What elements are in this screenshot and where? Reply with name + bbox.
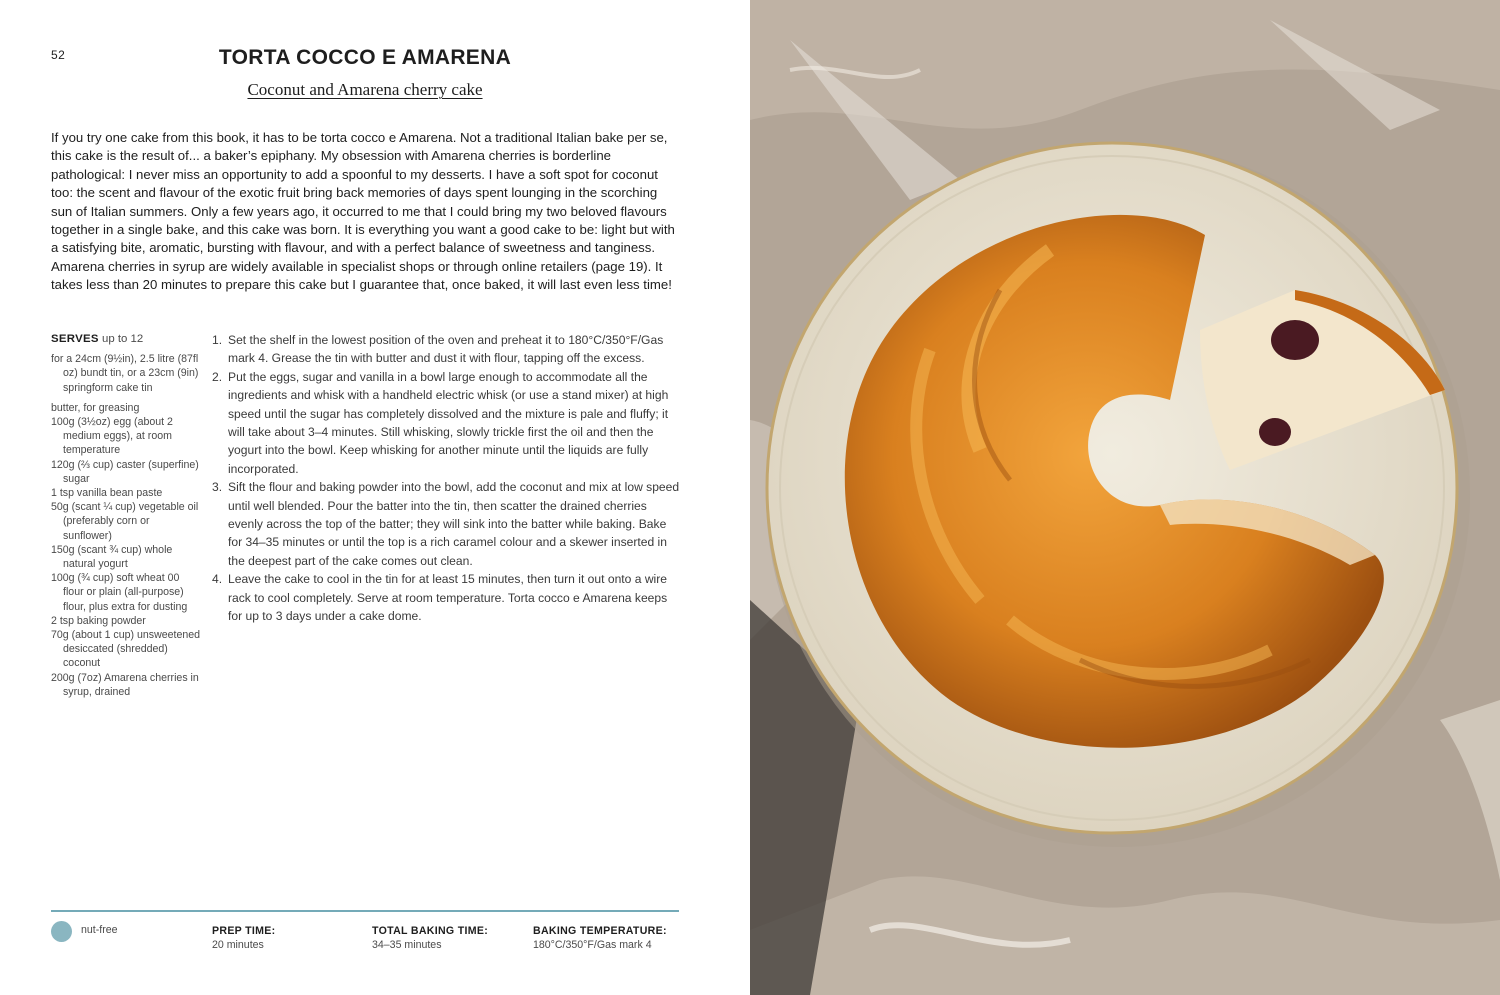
cake-photo-illustration xyxy=(750,0,1500,995)
ingredient-item: 120g (⅔ cup) caster (superfine) sugar xyxy=(51,458,199,485)
cherry xyxy=(1271,320,1319,360)
nut-free-dot-icon xyxy=(51,921,72,942)
prep-time xyxy=(212,924,275,952)
cherry xyxy=(1259,418,1291,446)
ingredient-item: 200g (7oz) Amarena cherries in syrup, drained xyxy=(51,671,199,698)
ingredient-item: 150g (scant ¾ cup) whole natural yogurt xyxy=(51,543,173,571)
ingredient-item: 1 tsp vanilla bean paste xyxy=(51,487,163,500)
recipe-subtitle xyxy=(0,80,730,100)
serves-label: SERVES xyxy=(51,333,99,345)
baking-temperature xyxy=(533,924,667,952)
ingredients-column xyxy=(51,332,201,705)
step-text: Leave the cake to cool in the tin for at least 15 minutes, then turn it out onto a wire rack to cool completely. Serve at room temperature. Torta cocco e Amarena keeps for up to 3 days under a cake dome. xyxy=(228,572,668,624)
recipe-title: TORTA COCCO E AMARENA xyxy=(218,46,512,69)
step-number: 2. xyxy=(212,369,223,384)
ingredient-list xyxy=(51,401,201,699)
recipe-intro: If you try one cake from this book, it has to be torta cocco e Amarena. Not a traditional Italian bake per se, this cake is the result of... a baker’s epiphany. My obsession with Amarena cherries is borderline pathological: I never miss an opportunity to add a spoonful to my desserts. I have a soft spot for coconut too: the scent and flavour of the exotic fruit bring back memories of days spent lounging in the scorching sun of Italian summers. Only a few years ago, it occurred to me that I could bring my two beloved flavours together in a single bake, and this cake was born. It is everything you want a good cake to be: light but with a satisfying bite, aromatic, bursting with flavour, and with a perfect balance of sweetness and tanginess. Amarena cherries in syrup are widely available in specialist shops or through online retailers (page 19). It takes less than 20 minutes to prepare this cake but I guarantee that, once baked, it will last even less time! xyxy=(51,130,675,293)
method-step xyxy=(212,570,682,625)
ingredient-item: 50g (scant ¼ cup) vegetable oil (preferably corn or sunflower) xyxy=(51,501,199,542)
ingredient-item: butter, for greasing xyxy=(51,401,140,414)
step-text: Sift the flour and baking powder into the bowl, add the coconut and mix at low speed until well blended. Pour the batter into the tin, then scatter the drained cherries evenly across the top of the batter; they will sink into the batter while baking. Bake for 34–35 minutes or until the top is a rich caramel colour and a skewer inserted in the deepest part of the cake comes out clean. xyxy=(228,480,680,568)
step-number: 3. xyxy=(212,480,223,495)
ingredient-item: 70g (about 1 cup) unsweetened desiccated (shredded) coconut xyxy=(51,629,201,670)
step-text: Set the shelf in the lowest position of the oven and preheat it to 180°C/350°F/Gas mark 4. Grease the tin with butter and dust it with flour, tapping off the excess. xyxy=(228,333,664,366)
ingredient-item: 100g (¾ cup) soft wheat 00 flour or plain (all-purpose) flour, plus extra for dusting xyxy=(51,572,188,613)
baking-temperature-label: BAKING TEMPERATURE: xyxy=(533,925,667,937)
method-step xyxy=(212,478,682,570)
prep-time-label: PREP TIME: xyxy=(212,925,276,937)
method-steps xyxy=(212,331,682,626)
step-number: 4. xyxy=(212,572,223,587)
method-step xyxy=(212,368,682,478)
serves-value: up to 12 xyxy=(101,333,144,345)
baking-temperature-value: 180°C/350°F/Gas mark 4 xyxy=(533,939,652,951)
step-number: 1. xyxy=(212,333,223,347)
nut-free-label: nut-free xyxy=(81,924,118,936)
ingredient-item: 2 tsp baking powder xyxy=(51,614,146,627)
cake-photo xyxy=(750,0,1500,995)
serves-line xyxy=(51,332,201,346)
baking-time xyxy=(372,924,488,952)
equipment-item: for a 24cm (9½in), 2.5 litre (87fl oz) bundt tin, or a 23cm (9in) springform cake tin xyxy=(51,353,199,394)
footer-divider xyxy=(51,910,679,912)
page-number: 52 xyxy=(51,48,66,62)
recipe-subtitle-text: Coconut and Amarena cherry cake xyxy=(247,80,483,99)
ingredient-item: 100g (3½oz) egg (about 2 medium eggs), at room temperature xyxy=(51,416,173,457)
prep-time-value: 20 minutes xyxy=(212,939,264,951)
method-step xyxy=(212,331,682,368)
step-text: Put the eggs, sugar and vanilla in a bowl large enough to accommodate all the ingredients and whisk with a handheld electric whisk (or use a stand mixer) at high speed until the sugar has completely dissolved and the mixture is pale and fluffy; it will take about 3–4 minutes. Still whisking, slowly trickle first the oil and then the yogurt into the bowl. Keep whisking for another minute until the liquids are fully incorporated. xyxy=(228,369,669,476)
baking-time-label: TOTAL BAKING TIME: xyxy=(372,925,489,937)
baking-time-value: 34–35 minutes xyxy=(372,939,442,951)
equipment-list xyxy=(51,352,201,395)
